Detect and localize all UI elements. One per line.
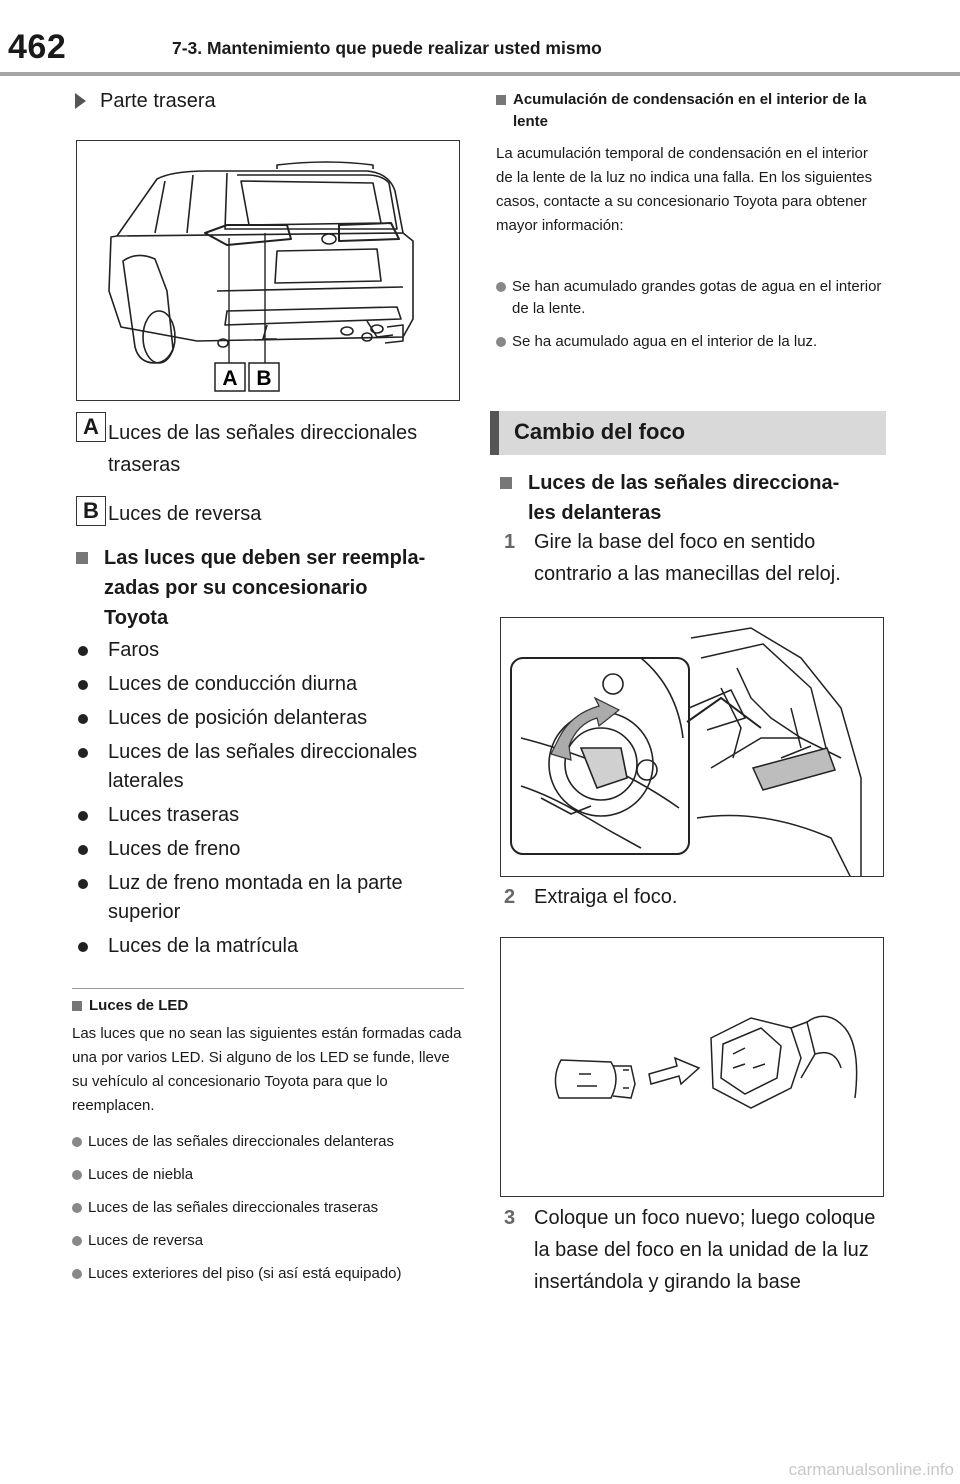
banner-accent-bar	[490, 411, 499, 455]
front-heading-line: les delanteras	[528, 502, 662, 524]
list-item: Luz de freno montada en la parte superior	[72, 869, 462, 927]
list-item: Luces de posición delanteras	[72, 704, 462, 733]
front-heading-line: Luces de las señales direcciona-	[528, 472, 840, 494]
bullet-dot-icon	[78, 879, 88, 889]
bullet-dot-icon	[78, 845, 88, 855]
step-2	[496, 881, 888, 913]
condensation-heading-text: Acumulación de condensación en el interior de la lente	[513, 91, 867, 130]
bullet-dot-icon	[496, 337, 506, 347]
figure-label-a: A	[222, 367, 238, 390]
step-number: 1	[504, 531, 516, 553]
bullet-dot-icon	[78, 748, 88, 758]
step-number: 2	[504, 886, 516, 908]
list-item: Se ha acumulado agua en el interior de la luz.	[496, 331, 888, 353]
headlight-socket-illustration	[501, 618, 884, 877]
bullet-dot-icon	[72, 1170, 82, 1180]
step-text: Extraiga el foco.	[534, 886, 678, 908]
step-3	[496, 1202, 888, 1298]
bullet-dot-icon	[72, 1236, 82, 1246]
list-item: Luces de la matrícula	[72, 932, 462, 961]
callout-a-badge: A	[76, 412, 106, 442]
led-lights-list	[72, 1131, 464, 1296]
bullet-dot-icon	[78, 646, 88, 656]
callout-a-text: Luces de las señales direccionales traseras	[108, 422, 418, 476]
remove-bulb-figure	[500, 937, 884, 1197]
step-1	[496, 526, 888, 590]
section-title: 7-3. Mantenimiento que puede realizar usted mismo	[172, 38, 602, 58]
condensation-heading	[496, 89, 888, 133]
list-item: Luces de las señales direccionales laterales	[72, 738, 462, 796]
bulb-change-banner	[490, 411, 886, 455]
step-text: Coloque un foco nuevo; luego coloque la base del foco en la unidad de la luz insertándola y girando la base	[534, 1207, 876, 1293]
list-item: Luces de las señales direccionales traseras	[72, 1197, 464, 1219]
front-heading	[496, 468, 888, 528]
bullet-dot-icon	[72, 1203, 82, 1213]
list-item: Luces traseras	[72, 801, 462, 830]
bullet-dot-icon	[78, 942, 88, 952]
bullet-dot-icon	[72, 1269, 82, 1279]
list-item: Luces de niebla	[72, 1164, 464, 1186]
list-item: Faros	[72, 636, 462, 665]
led-paragraph: Las luces que no sean las siguientes están formadas cada una por varios LED. Si alguno de los LED se funde, lleve su vehículo al concesionario Toyota para que lo reemplacen.	[72, 1025, 462, 1114]
rear-car-figure	[76, 140, 460, 401]
figure-label-b: B	[256, 367, 272, 390]
list-item: Luces de reversa	[72, 1230, 464, 1252]
bullet-dot-icon	[78, 714, 88, 724]
list-item: Luces exteriores del piso (si así está equipado)	[72, 1263, 464, 1285]
rear-heading-text: Parte trasera	[100, 90, 216, 112]
banner-title: Cambio del foco	[514, 419, 686, 444]
list-item: Luces de freno	[72, 835, 462, 864]
list-item: Se han acumulado grandes gotas de agua en el interior de la lente.	[496, 276, 888, 320]
callout-b-text: Luces de reversa	[108, 503, 262, 525]
dealer-heading-line: Las luces que deben ser reempla-	[104, 547, 426, 569]
triangle-bullet-icon	[75, 93, 86, 109]
bullet-dot-icon	[78, 680, 88, 690]
bullet-dot-icon	[72, 1137, 82, 1147]
list-item: Luces de las señales direccionales delanteras	[72, 1131, 464, 1153]
led-heading-text: Luces de LED	[89, 997, 189, 1014]
step-number: 3	[504, 1207, 516, 1229]
dealer-lights-list	[72, 636, 462, 966]
condensation-paragraph: La acumulación temporal de condensación en el interior de la lente de la luz no indica una falla. En los siguientes casos, contacte a su concesionario Toyota para obtener mayor información:	[496, 145, 873, 234]
dealer-heading	[72, 543, 464, 633]
dealer-heading-line: zadas por su concesionario	[104, 577, 368, 599]
bulb-removal-illustration	[501, 938, 884, 1197]
square-bullet-icon	[500, 477, 512, 489]
step-text: Gire la base del foco en sentido contrario a las manecillas del reloj.	[534, 531, 841, 585]
section-divider	[72, 988, 464, 989]
rear-car-illustration	[77, 141, 460, 401]
turn-socket-figure	[500, 617, 884, 877]
watermark: carmanualsonline.info	[788, 1460, 954, 1479]
square-bullet-icon	[76, 552, 88, 564]
square-bullet-icon	[496, 95, 506, 105]
condensation-list	[496, 276, 888, 364]
square-bullet-icon	[72, 1001, 82, 1011]
dealer-heading-line: Toyota	[104, 607, 169, 629]
bullet-dot-icon	[78, 811, 88, 821]
page-number: 462	[8, 28, 67, 66]
rear-heading	[72, 86, 464, 116]
header-rule	[0, 72, 960, 76]
callout-b-badge: B	[76, 496, 106, 526]
led-heading	[72, 995, 464, 1017]
page-header	[0, 0, 960, 76]
bullet-dot-icon	[496, 282, 506, 292]
list-item: Luces de conducción diurna	[72, 670, 462, 699]
